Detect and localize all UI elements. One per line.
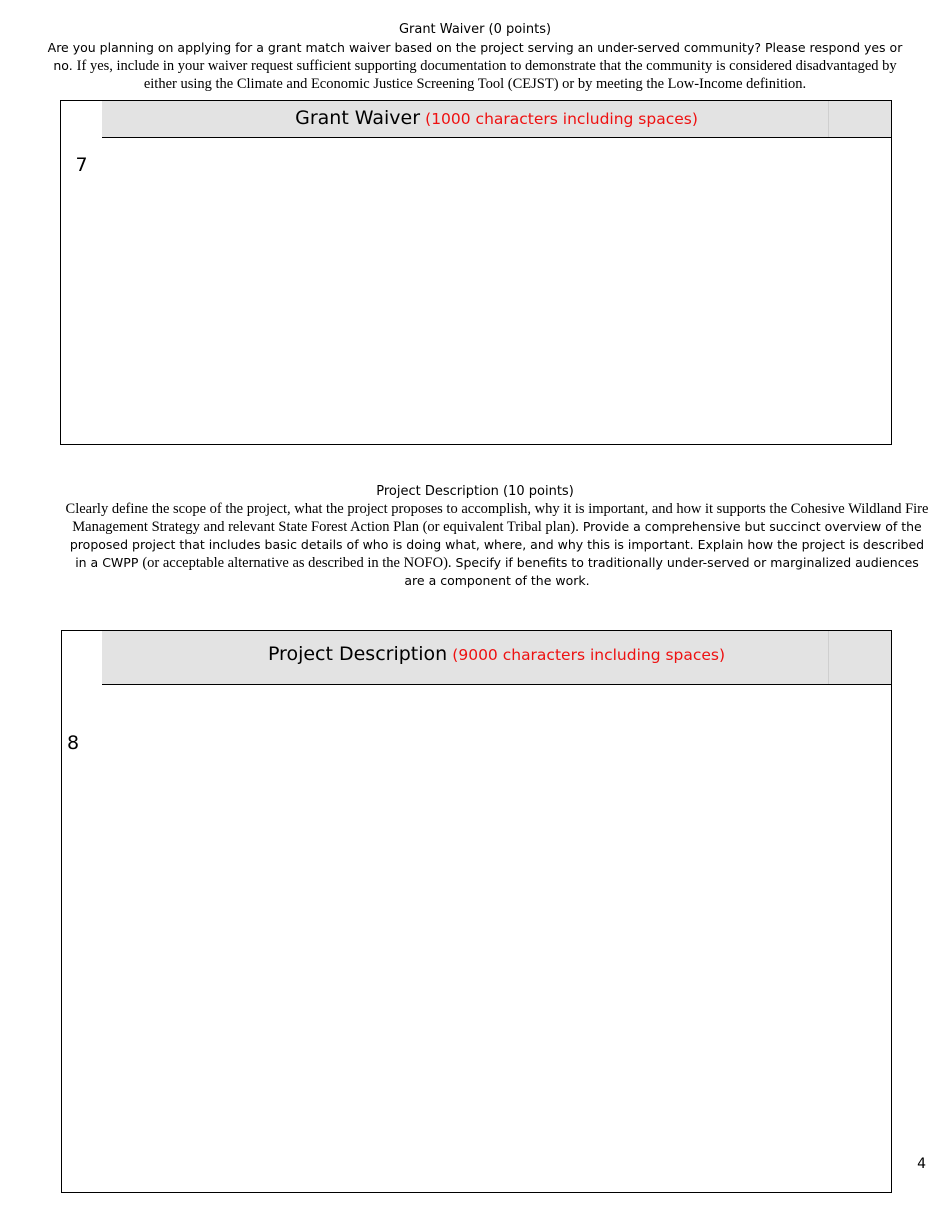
grant-waiver-form-box [60, 100, 892, 445]
project-description-instructions-scope: Clearly define the scope of the project, what the project proposes to accomplish, why it is important, and how it supports the Cohesive Wildland Fire Management Strategy and relevant State Forest Action Plan (or equivalent Tribal plan). [65, 501, 929, 535]
grant-waiver-row-number: 7 [75, 154, 88, 176]
grant-waiver-character-limit: (1000 characters including spaces) [425, 110, 698, 128]
project-description-character-limit: (9000 characters including spaces) [452, 646, 726, 664]
grant-waiver-instructions-question: Are you planning on applying for a grant match waiver based on the project serving an under-served community? Please respond yes or no. [47, 40, 903, 73]
grant-waiver-header-divider [828, 101, 829, 137]
project-description-field-header [102, 631, 891, 685]
project-description-instructions-benefits: Specify if benefits to traditionally under-served or marginalized audiences are a component of the work. [404, 555, 919, 588]
page-number: 4 [917, 1156, 926, 1172]
project-description-header-divider [828, 631, 829, 684]
project-description-instructions [64, 500, 930, 590]
grant-waiver-field-header [102, 101, 891, 138]
project-description-row-number-cell [62, 631, 103, 1192]
project-description-heading: Project Description (10 points) [376, 484, 574, 499]
grant-waiver-field-title: Grant Waiver [295, 107, 421, 129]
grant-waiver-input[interactable] [102, 138, 891, 444]
project-description-field-title: Project Description [267, 643, 448, 665]
grant-waiver-instructions-details: If yes, include in your waiver request sufficient supporting documentation to demonstrate that the community is considered disadvantaged by either using the Climate and Economic Justice Screening Tool (CEJST) or by meeting the Low-Income definition. [76, 58, 897, 92]
project-description-form-box [61, 630, 892, 1193]
grant-waiver-heading: Grant Waiver (0 points) [398, 22, 552, 37]
grant-waiver-instructions [40, 39, 910, 93]
project-description-instructions-overview: Provide a comprehensive but succinct overview of the proposed project that includes basic details of who is doing what, where, and why this is important. Explain how the project is described in a CWPP [69, 519, 925, 570]
project-description-input[interactable] [102, 685, 891, 1192]
grant-waiver-row-number-cell [61, 101, 103, 444]
project-description-row-number: 8 [66, 732, 80, 754]
project-description-instructions-nofo: (or acceptable alternative as described in the NOFO). [142, 555, 452, 571]
